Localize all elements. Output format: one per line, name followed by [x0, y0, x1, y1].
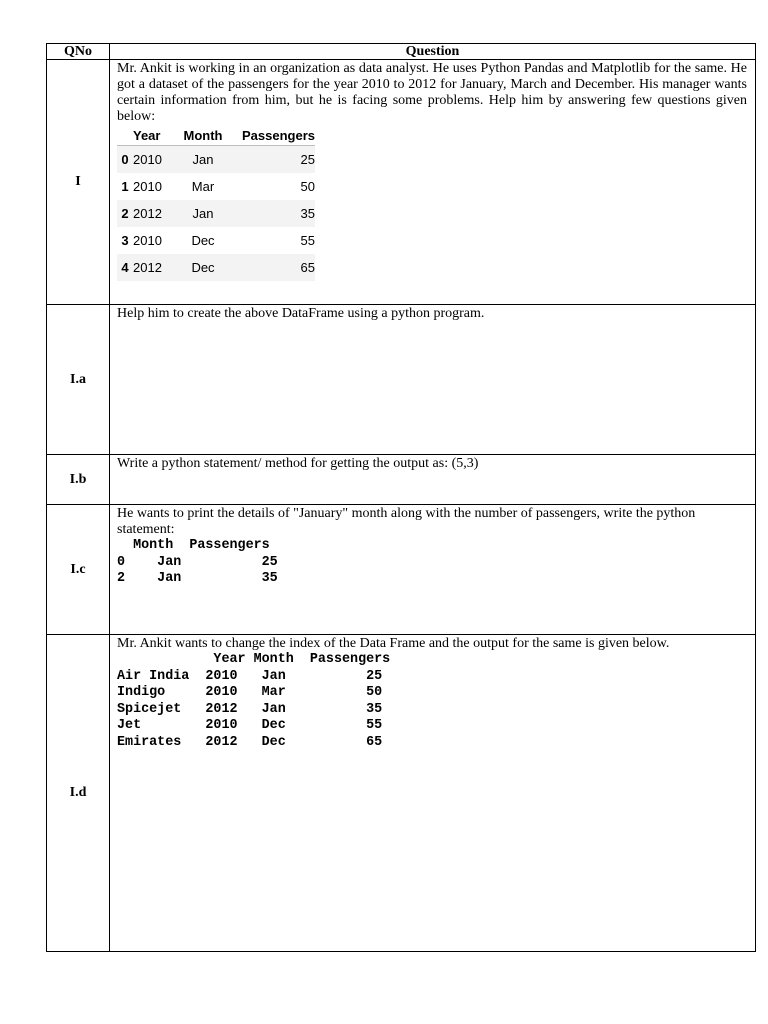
df-month: Dec: [177, 254, 229, 281]
df-passengers: 50: [300, 178, 315, 194]
df-year: 2012: [133, 254, 177, 281]
df-month: Jan: [177, 146, 229, 174]
df-month: Jan: [177, 200, 229, 227]
question-table: [46, 43, 756, 952]
question-Ib: [110, 455, 756, 505]
df-row: [117, 254, 315, 281]
question-Ic: [110, 505, 756, 635]
question-Id-text: Mr. Ankit wants to change the index of the Data Frame and the output for the same is given below.: [117, 636, 670, 651]
df-passengers: 25: [229, 146, 315, 174]
qno-Ic: I.c: [47, 505, 110, 635]
df-row: [117, 173, 315, 200]
df-year: 2010: [133, 146, 177, 174]
question-I: [110, 60, 756, 305]
question-Ia: [110, 305, 756, 455]
df-index-header: [117, 125, 133, 146]
df-index: 1: [121, 178, 129, 194]
question-I-text: Mr. Ankit is working in an organization as data analyst. He uses Python Pandas and Matplotlib for the same. He got a dataset of the passengers for the year 2010 to 2012 for January, March and December. His manager wants certain information from him, but he is facing some problems. Help him by answering few questions given below:: [117, 61, 747, 124]
df-passengers: 65: [229, 254, 315, 281]
df-col-passengers: Passengers: [229, 125, 315, 146]
question-Id-output: Year Month Passengers Air India 2010 Jan 25 Indigo 2010 Mar 50 Spicejet 2012 Jan 35 Jet 2010 Dec 55 Emirates 2012 Dec 65: [117, 652, 391, 750]
df-passengers: 55: [300, 232, 315, 248]
question-Ic-output: Month Passengers 0 Jan 25 2 Jan 35: [117, 538, 278, 586]
question-Id: [110, 635, 756, 952]
qno-I: I: [47, 60, 110, 305]
question-Ib-text: Write a python statement/ method for getting the output as: (5,3): [117, 456, 479, 471]
df-col-month: Month: [177, 125, 229, 146]
df-index: 2: [117, 200, 133, 227]
passenger-dataframe: [117, 125, 315, 281]
df-passengers: 35: [229, 200, 315, 227]
df-col-year: Year: [133, 125, 177, 146]
df-index: 4: [117, 254, 133, 281]
question-Ia-text: Help him to create the above DataFrame using a python program.: [117, 306, 485, 321]
qno-Id: I.d: [47, 635, 110, 952]
header-question: Question: [110, 44, 756, 60]
df-year: 2010: [133, 178, 162, 194]
df-row: [117, 227, 315, 254]
df-index: 3: [121, 232, 129, 248]
df-year: 2010: [133, 232, 162, 248]
header-qno: QNo: [47, 44, 110, 60]
df-row: [117, 200, 315, 227]
qno-Ia: I.a: [47, 305, 110, 455]
qno-Ib: I.b: [47, 455, 110, 505]
df-index: 0: [117, 146, 133, 174]
df-month: Dec: [191, 232, 215, 248]
df-row: [117, 146, 315, 174]
question-Ic-text: He wants to print the details of "January" month along with the number of passengers, write the python statement:: [117, 506, 696, 537]
df-month: Mar: [191, 178, 215, 194]
df-year: 2012: [133, 200, 177, 227]
